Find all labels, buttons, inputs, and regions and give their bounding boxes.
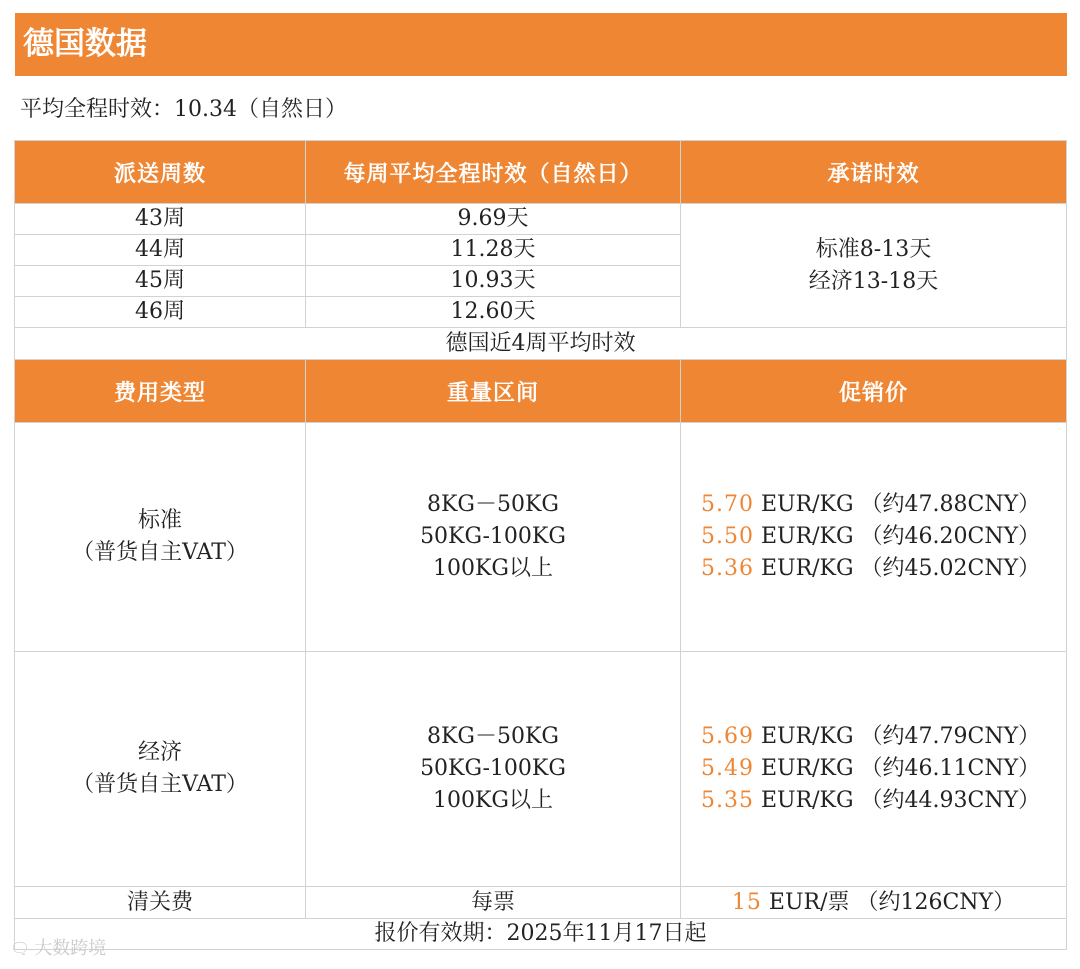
price-line [701,489,1066,521]
validity-row [15,919,1067,950]
price-line [701,521,1066,553]
price-line [701,721,1066,753]
weeks-note: 德国近4周平均时效 [15,328,1067,360]
weight-range: 50KG-100KG [420,524,566,549]
tier-name-cell [15,652,306,887]
average-summary: 平均全程时效：10.34（自然日） [20,97,347,122]
price-value: 5.70 [701,492,754,517]
clearance-price [681,887,1067,919]
clearance-row [15,887,1067,919]
tier-prices-cell [681,652,1067,887]
weight-range: 8KG－50KG [426,724,559,749]
price-value: 5.69 [701,724,754,749]
week-days: 11.28天 [306,235,681,266]
week-label: 46周 [15,297,306,328]
header-weight-range: 重量区间 [306,360,681,423]
weight-range: 100KG以上 [432,788,553,813]
promise-standard: 标准8-13天 [815,236,932,262]
germany-data-table [14,140,1067,950]
header-fee-type: 费用类型 [15,360,306,423]
week-days: 12.60天 [306,297,681,328]
tier-ranges-cell [306,423,681,652]
watermark-text: 大数跨境 [34,938,107,959]
promise-cell [681,204,1067,328]
price-rest: EUR/KG （约46.11CNY） [753,756,1041,781]
tier-name: 标准 [137,508,182,533]
tier-row-economy [15,652,1067,887]
weight-range: 8KG－50KG [426,492,559,517]
week-days: 10.93天 [306,266,681,297]
validity-note: 报价有效期：2025年11月17日起 [15,919,1067,950]
clearance-name: 清关费 [15,887,306,919]
header-promised-time: 承诺时效 [681,141,1067,204]
clearance-rest: EUR/票 （约126CNY） [761,890,1016,915]
clearance-value: 15 [731,890,762,915]
week-label: 43周 [15,204,306,235]
price-line [701,785,1066,817]
price-value: 5.36 [701,556,754,581]
price-rest: EUR/KG （约47.88CNY） [753,492,1041,517]
tier-sub: （普货自主VAT） [72,540,248,565]
price-value: 5.35 [701,788,754,813]
tier-sub: （普货自主VAT） [72,772,248,797]
clearance-unit: 每票 [306,887,681,919]
chat-bubble-icon: 🗨 [10,939,31,958]
price-rest: EUR/KG （约45.02CNY） [753,556,1041,581]
weight-range: 50KG-100KG [420,756,566,781]
price-header-row [15,360,1067,423]
tier-ranges-cell [306,652,681,887]
tier-name-cell [15,423,306,652]
week-days: 9.69天 [306,204,681,235]
page-title: 德国数据 [15,13,1067,76]
weeks-note-row [15,328,1067,360]
price-value: 5.50 [701,524,754,549]
week-label: 44周 [15,235,306,266]
header-promo-price: 促销价 [681,360,1067,423]
price-line [701,553,1066,585]
price-value: 5.49 [701,756,754,781]
promise-economy: 经济13-18天 [808,268,939,294]
week-row [15,204,1067,235]
price-line [701,753,1066,785]
price-rest: EUR/KG （约47.79CNY） [753,724,1041,749]
weeks-header-row [15,141,1067,204]
header-delivery-week: 派送周数 [15,141,306,204]
week-label: 45周 [15,266,306,297]
tier-row-standard [15,423,1067,652]
watermark [10,934,106,964]
header-weekly-average: 每周平均全程时效（自然日） [306,141,681,204]
tier-name: 经济 [137,740,182,765]
price-rest: EUR/KG （约46.20CNY） [753,524,1041,549]
tier-prices-cell [681,423,1067,652]
price-rest: EUR/KG （约44.93CNY） [753,788,1041,813]
weight-range: 100KG以上 [432,556,553,581]
